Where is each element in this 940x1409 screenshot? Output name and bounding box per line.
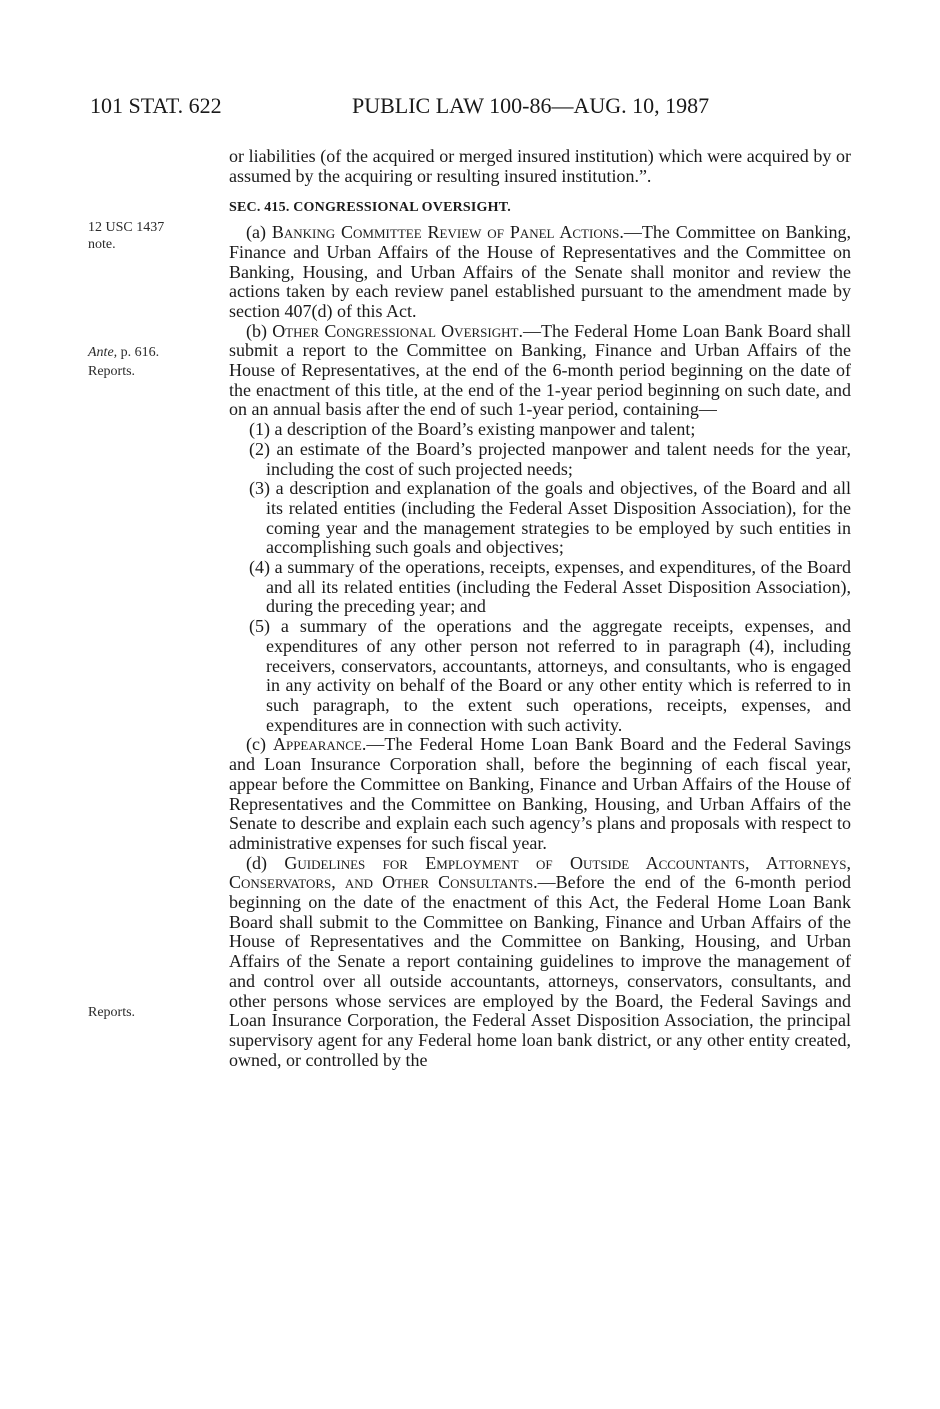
subsection-a-text: —The Committee on Banking, Finance and Urban Affairs of the House of Representatives and the Committee on Banking, Housing, and Urban Affairs of the Senate shall monitor and review the actions taken by each review panel established pursuant to the amendment made by section 407(d) of this Act. xyxy=(229,222,851,321)
list-item-3: (3) a description and explanation of the goals and objectives, of the Board and all its related entities (including the Federal Asset Disposition Association), for the coming year and the management strategies to be employed by such entities in accomplishing such goals and objectives; xyxy=(249,478,851,558)
margin-note-reports-1: Reports. xyxy=(88,364,136,379)
running-title: PUBLIC LAW 100-86—AUG. 10, 1987 xyxy=(352,93,710,118)
subsection-b-text: —The Federal Home Loan Bank Board shall submit a report to the Committee on Banking, Finance and Urban Affairs of the House of Representatives, at the end of the 6-month period beginning on the date of the enactment of this title, at the end of the 1-year period beginning on such date, and on an annual basis after the end of such 1-year period, containing— xyxy=(229,320,851,420)
subsection-b xyxy=(229,322,851,421)
subsection-d-label: (d) xyxy=(246,852,285,873)
margin-note-ante-italic: Ante, xyxy=(88,345,118,360)
subsection-d xyxy=(229,854,851,1071)
subsection-a-label: (a) xyxy=(246,222,272,243)
subsection-b-heading: Other Congressional Oversight. xyxy=(272,320,523,341)
section-heading: SEC. 415. CONGRESSIONAL OVERSIGHT. xyxy=(229,200,511,216)
list-item-1: (1) a description of the Board’s existing manpower and talent; xyxy=(249,419,696,440)
margin-note-usc-line1: 12 USC 1437 xyxy=(88,220,165,235)
margin-note-ante-page: p. 616. xyxy=(117,345,160,360)
margin-note-reports-2: Reports. xyxy=(88,1005,136,1020)
page-header xyxy=(0,93,940,123)
subsection-c xyxy=(229,735,851,853)
subsection-c-text: —The Federal Home Loan Bank Board and the Federal Savings and Loan Insurance Corporation shall, before the beginning of each fiscal year, appear before the Committee on Banking, Finance and Urban Affairs of the House of Representatives and the Committee on Banking, Housing, and Urban Affairs of the Senate to describe and explain each such agency’s plans and proposals with respect to administrative expenses for such fiscal year. xyxy=(229,734,852,853)
margin-note-ante xyxy=(88,344,159,361)
margin-note-usc-line2: note. xyxy=(88,237,116,252)
continuation-paragraph: or liabilities (of the acquired or merged insured institution) which were acquired by or assumed by the acquiring or resulting insured institution.”. xyxy=(229,146,851,186)
subsection-b-label: (b) xyxy=(246,320,273,341)
subsection-d-text: —Before the end of the 6-month period beginning on the date of the enactment of this Act, the Federal Home Loan Bank Board shall submit to the Committee on Banking, Finance and Urban Affairs of the House of Representatives and the Committee on Banking, Housing, and Urban Affairs of the Senate a report containing guidelines to improve the management of and control over all outside accountants, attorneys, conservators, consultants, and other persons whose services are employed by the Board, the Federal Savings and Loan Insurance Corporation, the Federal Asset Disposition Association, the principal supervisory agent for any Federal home loan bank district, or any other entity created, owned, or controlled by the xyxy=(229,872,852,1070)
stat-page-reference: 101 STAT. 622 xyxy=(90,93,222,118)
subsection-a-heading: Banking Committee Review of Panel Actions. xyxy=(271,222,624,243)
subsection-c-label: (c) xyxy=(246,734,273,755)
list-item-4: (4) a summary of the operations, receipts, expenses, and expenditures, of the Board and all its related entities (including the Federal Asset Disposition Association), during the preceding year; and xyxy=(249,557,851,617)
subsection-a xyxy=(229,223,851,322)
subsection-d-heading: Guidelines for Employment of Outside Accountants, Attorneys, Conservators, and Other Consultants. xyxy=(229,852,851,893)
list-item-2: (2) an estimate of the Board’s projected manpower and talent needs for the year, including the cost of such projected needs; xyxy=(249,438,851,479)
margin-note-usc xyxy=(88,219,164,253)
body-text xyxy=(229,147,851,1070)
subsection-c-heading: Appearance. xyxy=(272,734,367,755)
list-item-5: (5) a summary of the operations and the aggregate receipts, expenses, and expenditures of any other person not referred to in paragraph (4), including receivers, conservators, accountants, attorneys, and consultants, who is engaged in any activity on behalf of the Board or any other entity which is referred to in such paragraph, to the extent such operations, receipts, expenses, and expenditures are in connection with such activity. xyxy=(249,616,851,735)
